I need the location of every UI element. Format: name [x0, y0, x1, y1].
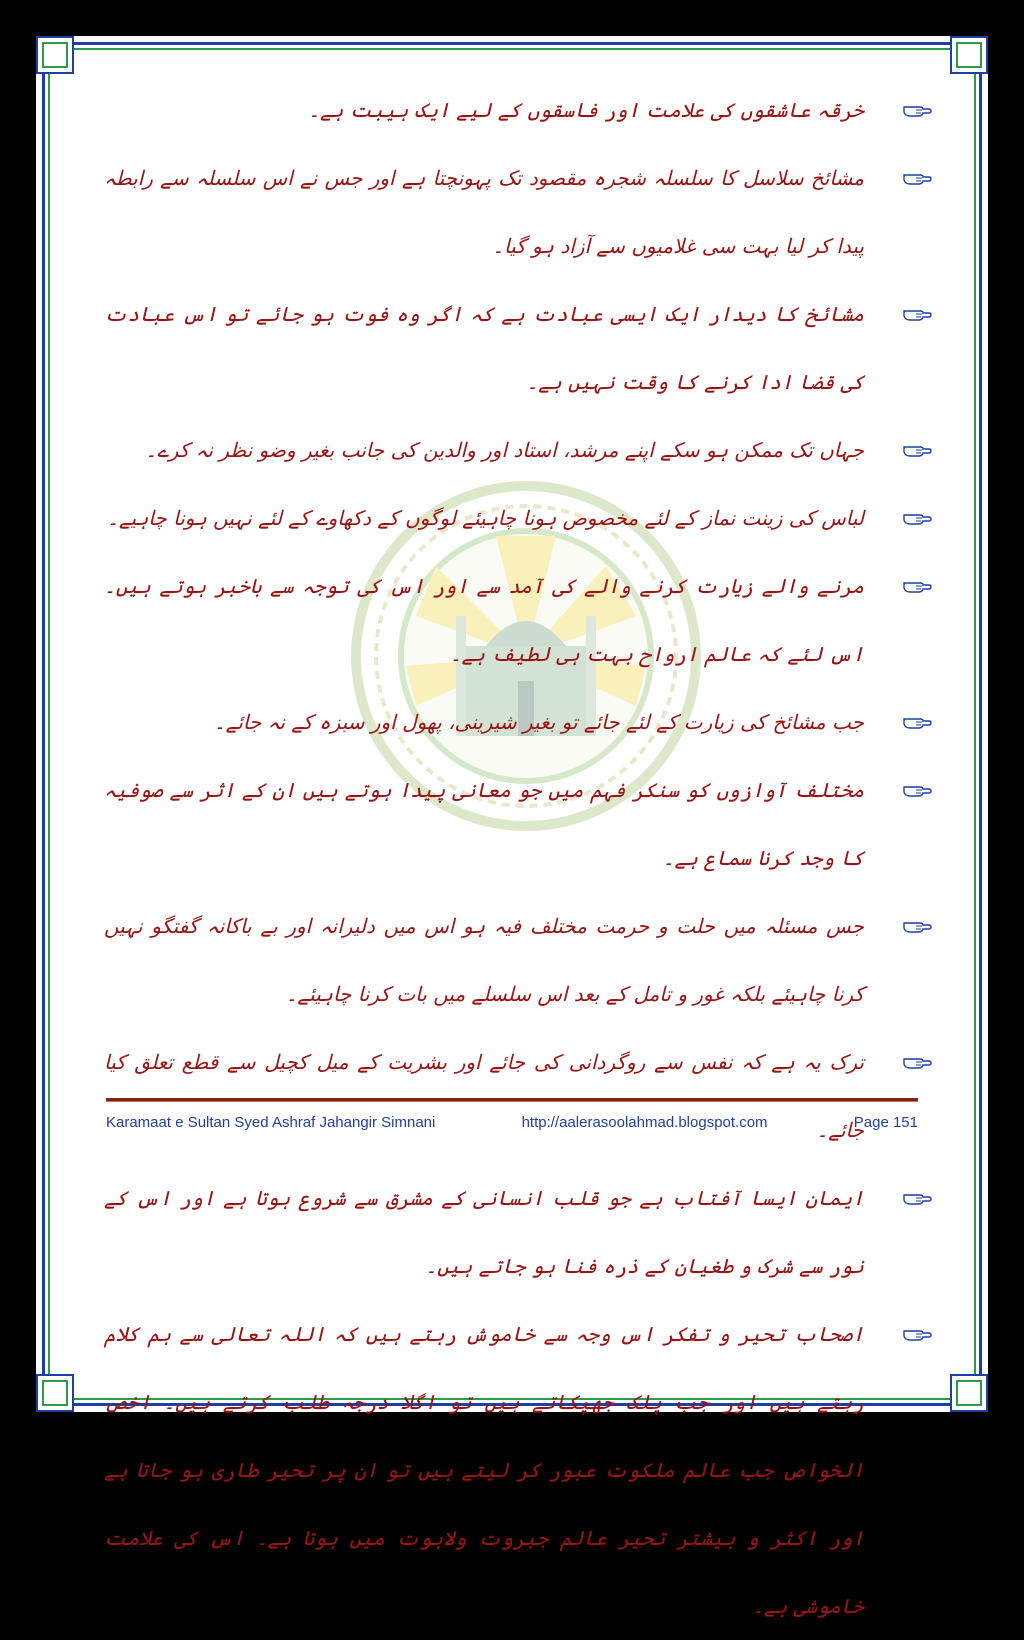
entry-text: خرقہ عاشقوں کی علامت اور فاسقوں کے لیے ایک ہیبت ہے۔	[308, 98, 864, 122]
list-item	[104, 756, 934, 892]
entry-text: مرنے والے زیارت کرنے والے کی آمد سے اور اس کی توجہ سے باخبر ہوتے ہیں۔ اس لئے کہ عالم ارواح بہت ہی لطیف ہے۔	[104, 574, 864, 666]
entry-text: مشائخ سلاسل کا سلسلہ شجرہ مقصود تک پہونچتا ہے اور جس نے اس سلسلہ سے رابطہ پیدا کر لیا بہت سی غلامیوں سے آزاد ہو گیا۔	[104, 166, 864, 258]
corner-ornament	[950, 36, 988, 74]
pointing-hand-icon	[900, 416, 934, 484]
entry-text: لباس کی زینت نماز کے لئے مخصوص ہونا چاہیئے لوگوں کے دکھاوے کے لئے نہیں ہونا چاہیے۔	[107, 506, 864, 530]
entry-text: جس مسئلہ میں حلت و حرمت مختلف فیہ ہو اس میں دلیرانہ اور بے باکانہ گفتگو نہیں کرنا چاہیئے بلکہ غور و تامل کے بعد اس سلسلے میں بات کرنا چاہیئے۔	[104, 914, 864, 1006]
blog-url[interactable]: http://aalerasoolahmad.blogspot.com	[521, 1114, 768, 1131]
entry-text: ترک یہ ہے کہ نفس سے روگردانی کی جائے اور بشریت کے میل کچیل سے قطع تعلق کیا جائے۔	[104, 1050, 864, 1142]
page	[36, 36, 988, 1618]
book-title: Karamaat e Sultan Syed Ashraf Jahangir Simnani	[106, 1114, 436, 1131]
list-item	[104, 484, 934, 552]
corner-ornament	[950, 1374, 988, 1412]
list-item	[104, 892, 934, 1028]
pointing-hand-icon	[900, 1028, 934, 1096]
list-item	[104, 1028, 934, 1164]
entry-text: ایمان ایسا آفتاب ہے جو قلب انسانی کے مشرق سے شروع ہوتا ہے اور اس کے نور سے شرک و طغیان کے ذرہ فنا ہو جاتے ہیں۔	[104, 1186, 864, 1278]
list-item	[104, 416, 934, 484]
pointing-hand-icon	[900, 552, 934, 620]
content	[104, 76, 934, 1640]
pointing-hand-icon	[900, 1300, 934, 1368]
entry-text: اصحاب تحیر و تفکر اس وجہ سے خاموش رہتے ہیں کہ اللہ تعالی سے ہم کلام رہتے ہیں اور جب پلک جھپکاتے ہیں تو اگلا درجہ طلب کرتے ہیں۔ اخص الخواص جب عالم ملکوت عبور کر لیتے ہیں تو ان پر تحیر طاری ہو جاتا ہے اور اکثر و بیشتر تحیر عالم جبروت ولاہوت میں ہوتا ہے۔ اس کی علامت خاموشی ہے۔	[104, 1322, 864, 1618]
pointing-hand-icon	[900, 144, 934, 212]
pointing-hand-icon	[900, 76, 934, 144]
list-item	[104, 1300, 934, 1640]
list-item	[104, 688, 934, 756]
entry-text: جہاں تک ممکن ہو سکے اپنے مرشد، استاد اور والدین کی جانب بغیر وضو نظر نہ کرے۔	[145, 438, 864, 462]
entry-text: مختلف آوازوں کو سنکر فہم میں جو معانی پیدا ہوتے ہیں ان کے اثر سے صوفیہ کا وجد کرنا سماع ہے۔	[104, 778, 864, 870]
pointing-hand-icon	[900, 484, 934, 552]
pointing-hand-icon	[900, 1164, 934, 1232]
entry-text: جب مشائخ کی زیارت کے لئے جائے تو بغیر شیرینی، پھول اور سبزہ کے نہ جائے۔	[213, 710, 864, 734]
list-item	[104, 144, 934, 280]
footer	[106, 1114, 918, 1131]
page-number: Page 151	[853, 1114, 918, 1131]
list-item	[104, 552, 934, 688]
corner-ornament	[36, 1374, 74, 1412]
list-item	[104, 280, 934, 416]
pointing-hand-icon	[900, 756, 934, 824]
corner-ornament	[36, 36, 74, 74]
pointing-hand-icon	[900, 280, 934, 348]
pointing-hand-icon	[900, 892, 934, 960]
footer-divider	[106, 1098, 918, 1102]
pointing-hand-icon	[900, 688, 934, 756]
list-item	[104, 76, 934, 144]
entry-text: مشائخ کا دیدار ایک ایسی عبادت ہے کہ اگر وہ فوت ہو جائے تو اس عبادت کی قضا ادا کرنے کا وقت نہیں ہے۔	[104, 302, 864, 394]
list-item	[104, 1164, 934, 1300]
